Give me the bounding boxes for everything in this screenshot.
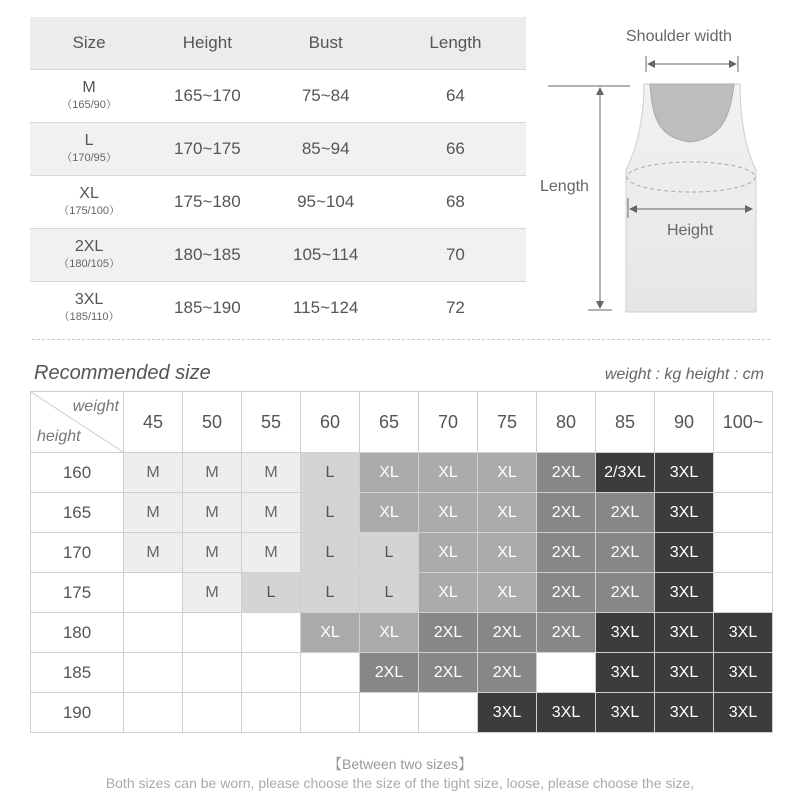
size-cell bbox=[30, 123, 148, 176]
size-code: （175/100） bbox=[58, 205, 120, 217]
size-row-xl bbox=[30, 176, 526, 229]
size-row-l bbox=[30, 123, 526, 176]
size-code: （185/110） bbox=[58, 311, 120, 323]
length-value: 66 bbox=[385, 123, 526, 176]
size-name: XL bbox=[79, 185, 99, 202]
size-recommendation-cell: L bbox=[301, 533, 360, 573]
height-header: 185 bbox=[31, 653, 124, 693]
size-recommendation-cell: 2XL bbox=[537, 573, 596, 613]
size-recommendation-cell: L bbox=[301, 493, 360, 533]
size-recommendation-cell: 3XL bbox=[596, 613, 655, 653]
size-recommendation-cell: M bbox=[124, 493, 183, 533]
bust-range: 85~94 bbox=[267, 123, 385, 176]
length-value: 70 bbox=[385, 229, 526, 282]
length-value: 68 bbox=[385, 176, 526, 229]
weight-header: 100~ bbox=[714, 392, 773, 453]
size-recommendation-cell: 2XL bbox=[537, 533, 596, 573]
length-value: 72 bbox=[385, 282, 526, 335]
size-recommendation-cell: 2XL bbox=[537, 613, 596, 653]
size-recommendation-cell: 2XL bbox=[478, 613, 537, 653]
corner-weight-label: weight bbox=[72, 398, 119, 415]
size-recommendation-cell: M bbox=[242, 493, 301, 533]
weight-header-row bbox=[31, 392, 773, 453]
bust-range: 105~114 bbox=[267, 229, 385, 282]
weight-header: 70 bbox=[419, 392, 478, 453]
size-recommendation-cell: XL bbox=[478, 533, 537, 573]
weight-header: 80 bbox=[537, 392, 596, 453]
size-recommendation-cell: 3XL bbox=[655, 653, 714, 693]
footnote-text: Both sizes can be worn, please choose the size of the tight size, loose, please choose the size, bbox=[105, 775, 695, 791]
height-row bbox=[31, 613, 773, 653]
recommended-size-grid bbox=[30, 391, 773, 733]
bust-range: 115~124 bbox=[267, 282, 385, 335]
size-recommendation-cell bbox=[242, 613, 301, 653]
size-cell bbox=[30, 176, 148, 229]
size-recommendation-cell: XL bbox=[360, 493, 419, 533]
size-recommendation-cell: XL bbox=[419, 453, 478, 493]
height-row bbox=[31, 453, 773, 493]
size-recommendation-cell: 2/3XL bbox=[596, 453, 655, 493]
tank-top-illustration bbox=[540, 20, 790, 320]
recommended-title: Recommended size bbox=[34, 362, 211, 384]
footnote-title: 【Between two sizes】 bbox=[328, 756, 472, 772]
shoulder-width-label: Shoulder width bbox=[626, 28, 732, 45]
length-label: Length bbox=[540, 178, 589, 195]
tank-top-diagram bbox=[540, 20, 790, 320]
size-recommendation-cell: 3XL bbox=[655, 493, 714, 533]
size-recommendation-cell: M bbox=[183, 573, 242, 613]
height-row bbox=[31, 493, 773, 533]
height-row bbox=[31, 573, 773, 613]
bust-range: 75~84 bbox=[267, 70, 385, 123]
size-recommendation-cell: M bbox=[242, 533, 301, 573]
size-recommendation-cell bbox=[419, 693, 478, 733]
size-name: 3XL bbox=[74, 291, 104, 308]
size-recommendation-cell: XL bbox=[478, 573, 537, 613]
size-recommendation-cell: 2XL bbox=[537, 493, 596, 533]
size-recommendation-cell: 2XL bbox=[596, 533, 655, 573]
header-bust: Bust bbox=[267, 17, 385, 70]
size-name: 2XL bbox=[74, 238, 104, 255]
size-recommendation-cell: 3XL bbox=[714, 653, 773, 693]
height-header: 180 bbox=[31, 613, 124, 653]
size-recommendation-cell bbox=[714, 573, 773, 613]
weight-header: 55 bbox=[242, 392, 301, 453]
size-recommendation-cell bbox=[183, 693, 242, 733]
weight-header: 85 bbox=[596, 392, 655, 453]
height-header: 160 bbox=[31, 453, 124, 493]
size-recommendation-cell: 3XL bbox=[655, 573, 714, 613]
header-size: Size bbox=[30, 17, 148, 70]
length-value: 64 bbox=[385, 70, 526, 123]
size-recommendation-cell: XL bbox=[301, 613, 360, 653]
height-row bbox=[31, 533, 773, 573]
height-range: 185~190 bbox=[148, 282, 266, 335]
size-recommendation-cell: M bbox=[124, 533, 183, 573]
size-recommendation-cell bbox=[301, 653, 360, 693]
header-length: Length bbox=[385, 17, 526, 70]
size-recommendation-cell: XL bbox=[419, 493, 478, 533]
height-range: 170~175 bbox=[148, 123, 266, 176]
height-range: 175~180 bbox=[148, 176, 266, 229]
size-recommendation-cell bbox=[242, 693, 301, 733]
weight-header: 75 bbox=[478, 392, 537, 453]
size-recommendation-cell bbox=[537, 653, 596, 693]
size-recommendation-cell: M bbox=[183, 493, 242, 533]
size-recommendation-cell: XL bbox=[419, 573, 478, 613]
size-recommendation-cell bbox=[124, 613, 183, 653]
size-recommendation-cell: 3XL bbox=[655, 613, 714, 653]
size-recommendation-cell: 3XL bbox=[714, 613, 773, 653]
size-code: （170/95） bbox=[61, 152, 117, 164]
size-recommendation-cell: 2XL bbox=[360, 653, 419, 693]
size-recommendation-cell: 3XL bbox=[478, 693, 537, 733]
size-recommendation-cell bbox=[714, 493, 773, 533]
height-range: 165~170 bbox=[148, 70, 266, 123]
size-recommendation-cell: 3XL bbox=[596, 653, 655, 693]
corner-height-label: height bbox=[37, 428, 81, 445]
size-recommendation-cell: 3XL bbox=[596, 693, 655, 733]
size-recommendation-cell: 2XL bbox=[596, 573, 655, 613]
size-code: （180/105） bbox=[58, 258, 120, 270]
size-recommendation-cell: 3XL bbox=[537, 693, 596, 733]
size-recommendation-cell: 2XL bbox=[596, 493, 655, 533]
size-row-2xl bbox=[30, 229, 526, 282]
size-recommendation-cell bbox=[360, 693, 419, 733]
size-recommendation-cell: L bbox=[301, 573, 360, 613]
height-header: 170 bbox=[31, 533, 124, 573]
size-recommendation-cell bbox=[124, 573, 183, 613]
height-row bbox=[31, 693, 773, 733]
size-recommendation-cell: XL bbox=[360, 613, 419, 653]
size-recommendation-cell: L bbox=[242, 573, 301, 613]
size-recommendation-cell bbox=[124, 693, 183, 733]
size-cell bbox=[30, 229, 148, 282]
height-label: Height bbox=[667, 222, 714, 239]
size-recommendation-cell: M bbox=[242, 453, 301, 493]
size-chart-table bbox=[30, 17, 526, 334]
height-header: 165 bbox=[31, 493, 124, 533]
size-recommendation-cell: L bbox=[360, 573, 419, 613]
size-recommendation-cell bbox=[242, 653, 301, 693]
weight-header: 90 bbox=[655, 392, 714, 453]
corner-cell bbox=[31, 392, 124, 453]
size-recommendation-cell: 3XL bbox=[655, 533, 714, 573]
size-code: （165/90） bbox=[61, 99, 117, 111]
size-recommendation-cell: XL bbox=[478, 453, 537, 493]
size-recommendation-cell bbox=[124, 653, 183, 693]
size-recommendation-cell: 2XL bbox=[478, 653, 537, 693]
height-header: 175 bbox=[31, 573, 124, 613]
size-recommendation-cell bbox=[301, 693, 360, 733]
height-row bbox=[31, 653, 773, 693]
size-recommendation-cell: M bbox=[183, 533, 242, 573]
size-chart-header-row bbox=[30, 17, 526, 70]
size-recommendation-cell bbox=[183, 613, 242, 653]
dashed-divider bbox=[32, 339, 770, 340]
size-row-m bbox=[30, 70, 526, 123]
height-range: 180~185 bbox=[148, 229, 266, 282]
size-recommendation-cell: 3XL bbox=[655, 453, 714, 493]
size-recommendation-cell bbox=[714, 453, 773, 493]
height-header: 190 bbox=[31, 693, 124, 733]
size-recommendation-cell: XL bbox=[360, 453, 419, 493]
size-recommendation-cell bbox=[714, 533, 773, 573]
size-cell bbox=[30, 70, 148, 123]
size-recommendation-cell: 3XL bbox=[714, 693, 773, 733]
size-row-3xl bbox=[30, 282, 526, 335]
size-recommendation-cell: 3XL bbox=[655, 693, 714, 733]
size-recommendation-cell: L bbox=[360, 533, 419, 573]
header-height: Height bbox=[148, 17, 266, 70]
size-recommendation-cell: M bbox=[124, 453, 183, 493]
weight-header: 50 bbox=[183, 392, 242, 453]
size-name: L bbox=[84, 132, 94, 149]
weight-header: 60 bbox=[301, 392, 360, 453]
size-recommendation-cell: 2XL bbox=[537, 453, 596, 493]
size-recommendation-cell: 2XL bbox=[419, 613, 478, 653]
bust-range: 95~104 bbox=[267, 176, 385, 229]
weight-header: 45 bbox=[124, 392, 183, 453]
size-recommendation-cell: XL bbox=[478, 493, 537, 533]
size-recommendation-cell: M bbox=[183, 453, 242, 493]
size-recommendation-cell: 2XL bbox=[419, 653, 478, 693]
size-name: M bbox=[82, 79, 96, 96]
recommended-units: weight : kg height : cm bbox=[604, 366, 764, 383]
size-cell bbox=[30, 282, 148, 335]
size-recommendation-cell: XL bbox=[419, 533, 478, 573]
weight-header: 65 bbox=[360, 392, 419, 453]
size-recommendation-cell: L bbox=[301, 453, 360, 493]
size-recommendation-cell bbox=[183, 653, 242, 693]
